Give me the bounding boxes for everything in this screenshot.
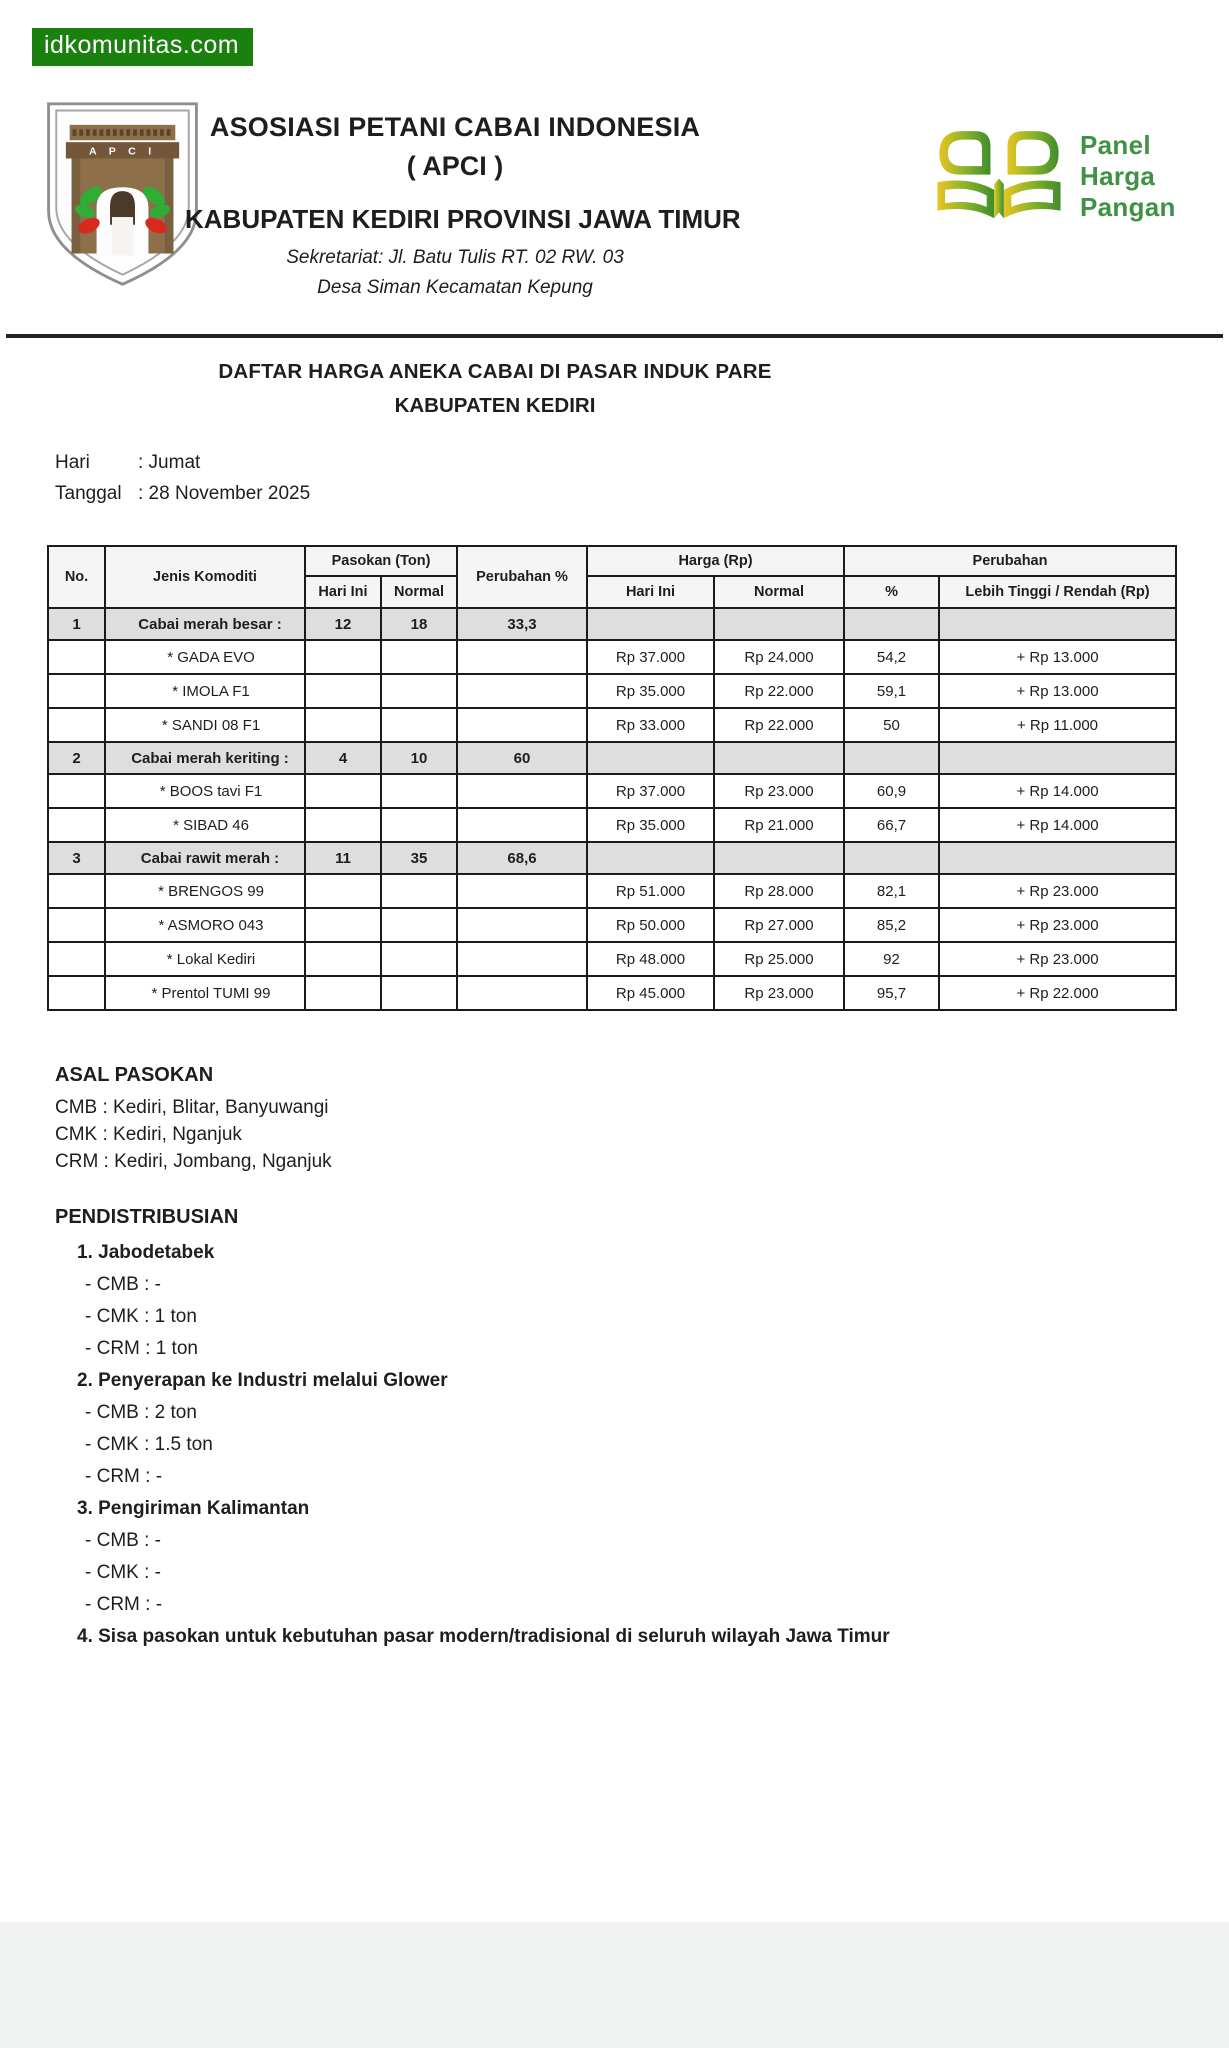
cell-price-today: Rp 48.000 [587,942,714,976]
cell-supply-change: 33,3 [457,608,587,640]
supply-origin-cmk: CMK : Kediri, Nganjuk [55,1124,242,1145]
cell-price-normal: Rp 28.000 [714,874,844,908]
org-header [185,112,741,299]
panel-logo-line1: Panel [1080,130,1151,160]
cell-change-pct: 59,1 [844,674,939,708]
cell-commodity: * SIBAD 46 [105,808,305,842]
cell-change-pct: 92 [844,942,939,976]
commodity-item-row [48,640,1176,674]
cell-change-pct: 66,7 [844,808,939,842]
commodity-item-row [48,808,1176,842]
col-supply-group: Pasokan (Ton) [305,546,457,576]
distribution-sub-line: - CRM : - [85,1466,163,1487]
cell-commodity: * ASMORO 043 [105,908,305,942]
distribution-sub-line: - CMB : - [85,1274,161,1295]
cell-supply-normal: 18 [381,608,457,640]
cell-change-pct: 54,2 [844,640,939,674]
col-change-amount: Lebih Tinggi / Rendah (Rp) [939,576,1176,608]
document-title [0,360,990,418]
panel-logo-line2: Harga [1080,161,1156,192]
commodity-item-row [48,708,1176,742]
cell-no: 1 [48,608,105,640]
cell-price-today: Rp 33.000 [587,708,714,742]
distribution-heading: PENDISTRIBUSIAN [55,1206,239,1228]
distribution-sub-line: - CMB : - [85,1530,161,1551]
date-label: Tanggal [55,483,122,504]
cell-no: 3 [48,842,105,874]
cell-price-normal: Rp 23.000 [714,976,844,1010]
cell-price-today: Rp 37.000 [587,640,714,674]
distribution-sub-line: - CMB : 2 ton [85,1402,197,1423]
cell-supply-normal: 35 [381,842,457,874]
supply-origin-cmb: CMB : Kediri, Blitar, Banyuwangi [55,1097,329,1118]
cell-change-pct: 82,1 [844,874,939,908]
commodity-category-row [48,608,1176,640]
distribution-section [55,1206,1175,1653]
col-commodity: Jenis Komoditi [105,546,305,608]
day-label: Hari [55,452,90,473]
col-change-group: Perubahan [844,546,1176,576]
cell-supply-today: 11 [305,842,381,874]
cell-price-today: Rp 45.000 [587,976,714,1010]
cell-price-normal: Rp 23.000 [714,774,844,808]
cell-change-amount: + Rp 13.000 [939,640,1176,674]
cell-supply-change: 60 [457,742,587,774]
cell-commodity: * BOOS tavi F1 [105,774,305,808]
panel-logo-text [1080,122,1176,224]
document-title-line1: DAFTAR HARGA ANEKA CABAI DI PASAR INDUK PARE [218,360,772,383]
supply-origin-section [55,1064,332,1175]
cell-supply-change: 68,6 [457,842,587,874]
commodity-item-row [48,874,1176,908]
cell-change-pct: 85,2 [844,908,939,942]
watermark-badge: idkomunitas.com [32,28,253,66]
org-address-line1: Sekretariat: Jl. Batu Tulis RT. 02 RW. 03 [286,247,624,268]
cell-price-normal: Rp 22.000 [714,674,844,708]
commodity-category-row [48,742,1176,774]
distribution-item-title: 2. Penyerapan ke Industri melalui Glower [77,1370,448,1391]
cell-price-today: Rp 37.000 [587,774,714,808]
cell-price-today: Rp 35.000 [587,808,714,842]
commodity-item-row [48,774,1176,808]
cell-price-normal: Rp 24.000 [714,640,844,674]
distribution-sub-line: - CRM : - [85,1594,163,1615]
panel-logo-line3: Pangan [1080,192,1176,223]
page-bottom-strip [0,1922,1229,2048]
price-table [47,545,1177,1011]
cell-supply-today: 4 [305,742,381,774]
commodity-item-row [48,976,1176,1010]
cell-price-today: Rp 50.000 [587,908,714,942]
cell-supply-normal: 10 [381,742,457,774]
org-abbrev: ( APCI ) [406,151,504,181]
cell-supply-today: 12 [305,608,381,640]
org-name: ASOSIASI PETANI CABAI INDONESIA [209,112,701,142]
distribution-sub-line: - CMK : 1 ton [85,1306,197,1327]
cell-change-amount: + Rp 23.000 [939,874,1176,908]
col-supply-today: Hari Ini [305,576,381,608]
cell-commodity: * SANDI 08 F1 [105,708,305,742]
distribution-item-title: 1. Jabodetabek [77,1242,215,1263]
distribution-sub-line: - CRM : 1 ton [85,1338,198,1359]
distribution-sub-line: - CMK : 1.5 ton [85,1434,213,1455]
day-row [55,447,310,478]
col-supply-change: Perubahan % [457,546,587,608]
col-no: No. [48,546,105,608]
cell-commodity: * Prentol TUMI 99 [105,976,305,1010]
date-info [55,447,310,509]
book-leaves-icon [928,122,1070,234]
header-divider [6,334,1223,338]
cell-change-pct: 95,7 [844,976,939,1010]
cell-change-amount: + Rp 22.000 [939,976,1176,1010]
cell-commodity: * GADA EVO [105,640,305,674]
col-change-pct: % [844,576,939,608]
org-region: KABUPATEN KEDIRI PROVINSI JAWA TIMUR [185,204,741,234]
cell-change-amount: + Rp 11.000 [939,708,1176,742]
commodity-category-row [48,842,1176,874]
commodity-item-row [48,674,1176,708]
day-value: : Jumat [138,452,201,473]
distribution-sub-line: - CMK : - [85,1562,161,1583]
cell-change-pct: 50 [844,708,939,742]
cell-change-amount: + Rp 14.000 [939,774,1176,808]
commodity-item-row [48,908,1176,942]
cell-commodity: Cabai merah besar : [105,608,305,640]
cell-no: 2 [48,742,105,774]
supply-origin-heading: ASAL PASOKAN [55,1064,214,1086]
cell-change-amount: + Rp 23.000 [939,908,1176,942]
document-title-line2: KABUPATEN KEDIRI [394,394,596,417]
cell-price-normal: Rp 27.000 [714,908,844,942]
distribution-item-title: 3. Pengiriman Kalimantan [77,1498,310,1519]
distribution-item-title: 4. Sisa pasokan untuk kebutuhan pasar modern/tradisional di seluruh wilayah Jawa Timur [77,1626,890,1647]
commodity-item-row [48,942,1176,976]
cell-commodity: Cabai merah keriting : [105,742,305,774]
cell-commodity: * BRENGOS 99 [105,874,305,908]
col-price-today: Hari Ini [587,576,714,608]
cell-price-normal: Rp 21.000 [714,808,844,842]
org-address-line2: Desa Siman Kecamatan Kepung [317,277,593,298]
cell-change-amount: + Rp 14.000 [939,808,1176,842]
cell-change-amount: + Rp 23.000 [939,942,1176,976]
date-value: : 28 November 2025 [138,483,311,504]
apci-logo-letters: A P C I [88,145,157,158]
date-row [55,478,310,509]
cell-change-pct: 60,9 [844,774,939,808]
col-price-group: Harga (Rp) [587,546,844,576]
apci-shield-logo [40,98,205,290]
cell-commodity: * IMOLA F1 [105,674,305,708]
cell-price-today: Rp 51.000 [587,874,714,908]
cell-commodity: * Lokal Kediri [105,942,305,976]
col-price-normal: Normal [714,576,844,608]
supply-origin-crm: CRM : Kediri, Jombang, Nganjuk [55,1151,332,1172]
col-supply-normal: Normal [381,576,457,608]
panel-harga-pangan-logo [928,122,1176,234]
price-table-header [48,546,1176,608]
cell-price-normal: Rp 22.000 [714,708,844,742]
cell-price-normal: Rp 25.000 [714,942,844,976]
cell-change-amount: + Rp 13.000 [939,674,1176,708]
cell-commodity: Cabai rawit merah : [105,842,305,874]
cell-price-today: Rp 35.000 [587,674,714,708]
